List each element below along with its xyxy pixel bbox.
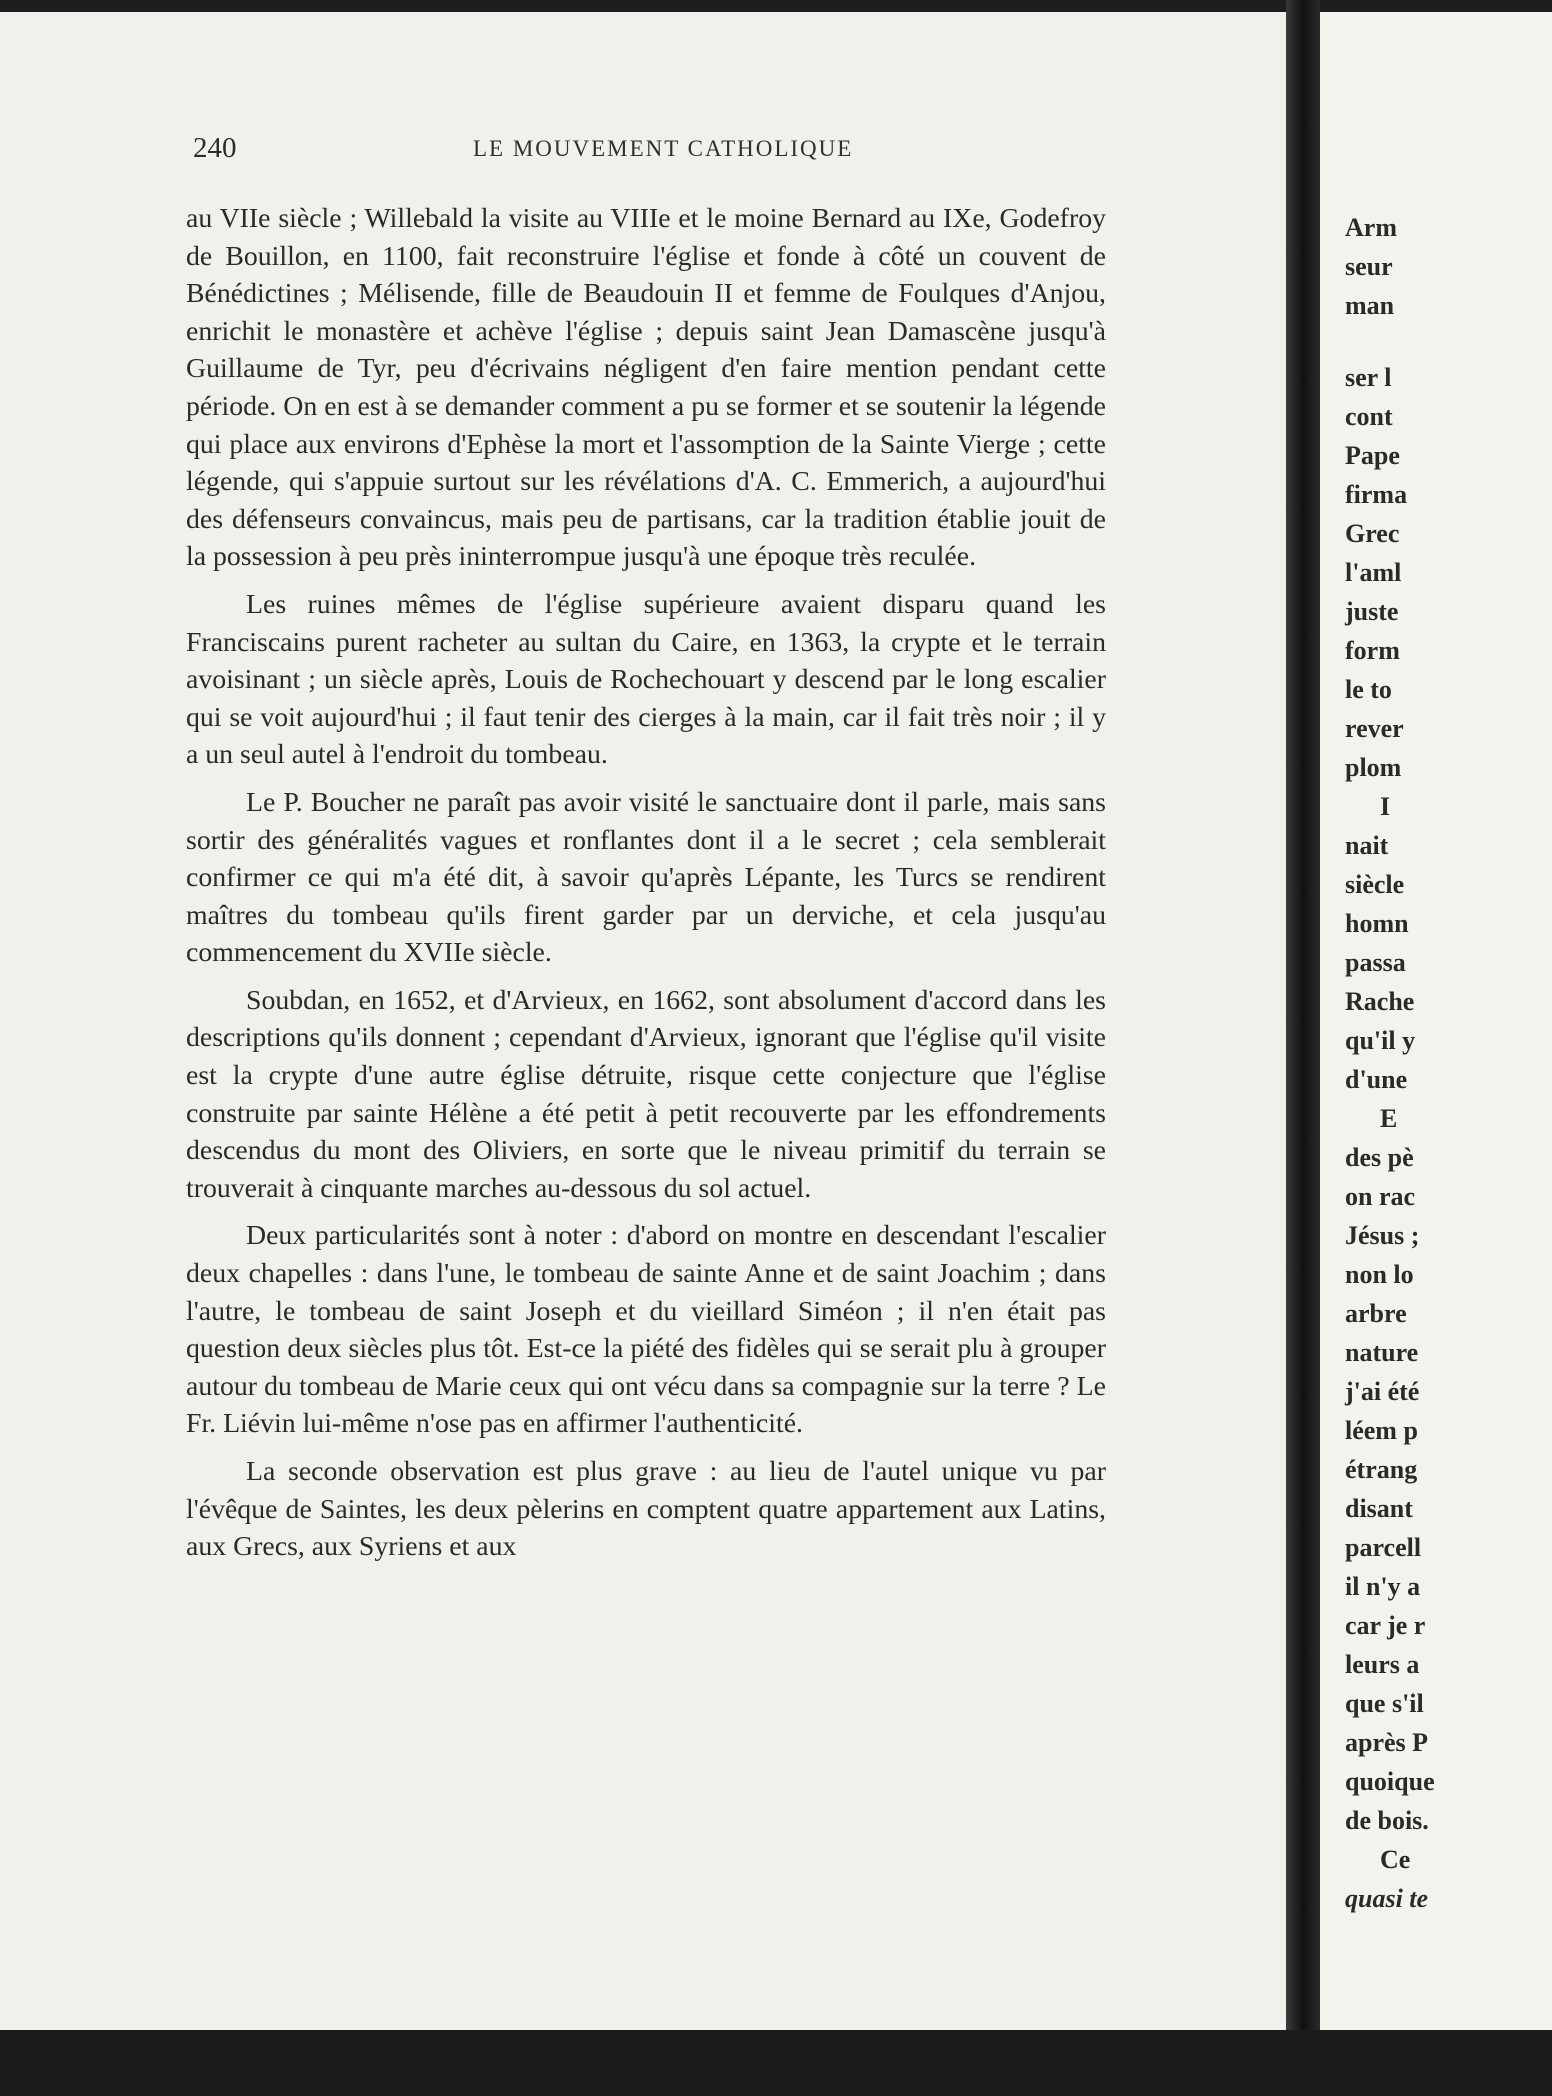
text-line: Jésus ; — [1345, 1221, 1420, 1250]
running-head — [193, 132, 1113, 172]
text-line: léem p — [1345, 1416, 1418, 1445]
page-number: 240 — [193, 132, 237, 164]
text-line: Grec — [1345, 519, 1400, 548]
text-line: man — [1345, 291, 1395, 320]
text-line: après P — [1345, 1728, 1429, 1757]
text-line: non lo — [1345, 1260, 1414, 1289]
text-line: homn — [1345, 909, 1409, 938]
right-page-text — [1345, 208, 1552, 1918]
text-line: rever — [1345, 714, 1404, 743]
text-line: plom — [1345, 753, 1402, 782]
text-line: on rac — [1345, 1182, 1416, 1211]
text-line: car je r — [1345, 1611, 1426, 1640]
text-line: cont — [1345, 402, 1393, 431]
text-line: de bois. — [1345, 1806, 1429, 1835]
scan-bottom-border — [0, 2030, 1552, 2096]
text-line: Ce — [1380, 1845, 1411, 1874]
text-line: nait — [1345, 831, 1389, 860]
paragraph: Les ruines mêmes de l'église supérieure avaient disparu quand les Franciscains purent racheter au sultan du Caire, en 1363, la crypte et le terrain avoisinant ; un siècle après, Louis de Rochechouart y descend par le long escalier qui se voit aujourd'hui ; il faut tenir des cierges à la main, car il fait très noir ; il y a un seul autel à l'endroit du tombeau. — [186, 588, 1106, 771]
text-line: ser l — [1345, 363, 1392, 392]
text-line: Pape — [1345, 441, 1400, 470]
text-line: quoique — [1345, 1767, 1435, 1796]
text-line: j'ai été — [1345, 1377, 1420, 1406]
text-line: form — [1345, 636, 1400, 665]
text-line: Rache — [1345, 987, 1415, 1016]
left-page — [0, 12, 1286, 2030]
text-line: quasi te — [1345, 1884, 1429, 1913]
text-line: l'aml — [1345, 558, 1402, 587]
book-gutter — [1286, 0, 1320, 2096]
text-line: que s'il — [1345, 1689, 1424, 1718]
text-line: passa — [1345, 948, 1406, 977]
text-line: seur — [1345, 252, 1393, 281]
text-line: disant — [1345, 1494, 1413, 1523]
text-line: I — [1380, 792, 1391, 821]
text-line: arbre — [1345, 1299, 1407, 1328]
text-line: siècle — [1345, 870, 1405, 899]
text-line: qu'il y — [1345, 1026, 1416, 1055]
paragraph: La seconde observation est plus grave : au lieu de l'autel unique vu par l'évêque de Saintes, les deux pèlerins en comptent quatre appartement aux Latins, aux Grecs, aux Syriens et aux — [186, 1456, 1106, 1563]
paragraph: Le P. Boucher ne paraît pas avoir visité le sanctuaire dont il parle, mais sans sortir des généralités vagues et ronflantes dont il a le secret ; cela semblerait confirmer ce qui m'a été dit, à savoir qu'après Lépante, les Turcs se rendirent maîtres du tombeau qu'ils firent garder par un derviche, et cela jusqu'au commencement du XVIIe siècle. — [186, 786, 1106, 969]
text-line: leurs a — [1345, 1650, 1420, 1679]
paragraph: Deux particularités sont à noter : d'abord on montre en descendant l'escalier deux chapelles : dans l'une, le tombeau de sainte Anne et de saint Joachim ; dans l'autre, le tombeau de saint Joseph et du vieillard Siméon ; il n'en était pas question deux siècles plus tôt. Est-ce la piété des fidèles qui se serait plu à grouper autour du tombeau de Marie ceux qui ont vécu dans sa compagnie sur la terre ? Le Fr. Liévin lui-même n'ose pas en affirmer l'authenticité. — [186, 1220, 1106, 1440]
text-line: firma — [1345, 480, 1408, 509]
text-line: il n'y a — [1345, 1572, 1421, 1601]
paragraph: au VIIe siècle ; Willebald la visite au VIIIe et le moine Bernard au IXe, Godefroy de Bouillon, en 1100, fait reconstruire l'église et fonde à côté un couvent de Bénédictines ; Mélisende, fille de Beaudouin II et femme de Foulques d'Anjou, enrichit le monastère et achève l'église ; depuis saint Jean Damascène jusqu'à Guillaume de Tyr, peu d'écrivains négligent d'en faire mention pendant cette période. On en est à se demander comment a pu se former et se soutenir la légende qui place aux environs d'Ephèse la mort et l'assomption de la Sainte Vierge ; cette légende, qui s'appuie surtout sur les révélations d'A. C. Emmerich, a aujourd'hui des défenseurs convaincus, mais peu de partisans, car la tradition établie jouit de la possession à peu près ininterrompue jusqu'à une époque très reculée. — [186, 203, 1106, 573]
text-line: le to — [1345, 675, 1392, 704]
right-page — [1320, 12, 1552, 2030]
text-line: nature — [1345, 1338, 1419, 1367]
body-text — [186, 200, 1106, 1566]
text-line: étrang — [1345, 1455, 1418, 1484]
text-line: parcell — [1345, 1533, 1422, 1562]
text-line: des pè — [1345, 1143, 1414, 1172]
paragraph: Soubdan, en 1652, et d'Arvieux, en 1662, sont absolument d'accord dans les descriptions qu'ils donnent ; cependant d'Arvieux, ignorant que l'église qu'il visite est la crypte d'une autre église détruite, risque cette conjecture que l'église construite par sainte Hélène a été petit à petit recouverte par les effondrements descendus du mont des Oliviers, en sorte que le niveau primitif du terrain se trouverait à cinquante marches au-dessous du sol actuel. — [186, 984, 1106, 1204]
text-line: juste — [1345, 597, 1399, 626]
text-line: E — [1380, 1104, 1398, 1133]
text-line: d'une — [1345, 1065, 1408, 1094]
text-line: Arm — [1345, 213, 1397, 242]
running-title: LE MOUVEMENT CATHOLIQUE — [473, 136, 854, 161]
